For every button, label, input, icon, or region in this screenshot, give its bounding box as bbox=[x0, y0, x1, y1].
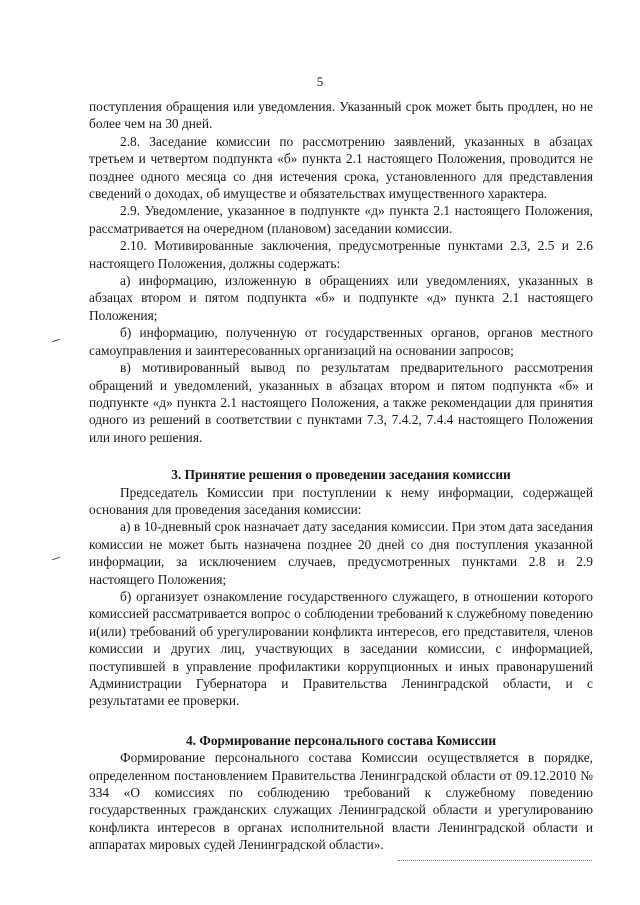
footer-dotted-line bbox=[398, 860, 592, 861]
margin-mark bbox=[52, 557, 60, 560]
section-3-heading: 3. Принятие решения о проведении заседания комиссии bbox=[171, 467, 511, 483]
paragraph-2-10: 2.10. Мотивированные заключения, предусмотренные пунктами 2.3, 2.5 и 2.6 настоящего Положения, должны содержать: bbox=[89, 238, 593, 271]
paragraph-2-10-b: б) информацию, полученную от государственных органов, органов местного самоуправления и заинтересованных организаций на основании запросов; bbox=[89, 325, 593, 358]
paragraph-2-10-v: в) мотивированный вывод по результатам предварительного рассмотрения обращений и уведомлений, указанных в абзацах втором и пятом подпункта «б» и подпункте «д» пункта 2.1 настоящего Положения, а также рекомендации для принятия одного из решений в соответствии с пунктами 7.3, 7.4.2, 7.4.4 настоящего Положения или иного решения. bbox=[89, 360, 593, 445]
section-3-item-a: а) в 10-дневный срок назначает дату заседания комиссии. При этом дата заседания комиссии не может быть назначена позднее 20 дней со дня поступления указанной информации, за исключением случаев, предусмотренных пунктами 2.8 и 2.9 настоящего Положения; bbox=[89, 519, 593, 587]
section-4-heading: 4. Формирование персонального состава Комиссии bbox=[185, 732, 497, 748]
paragraph-2-10-a: а) информацию, изложенную в обращениях или уведомлениях, указанных в абзацах втором и пятом подпункта «б» и подпункте «д» пункта 2.1 настоящего Положения; bbox=[89, 273, 593, 323]
section-3-intro: Председатель Комиссии при поступлении к нему информации, содержащей основания для проведения заседания комиссии: bbox=[89, 484, 593, 517]
document-body bbox=[89, 98, 593, 854]
paragraph-continuation: поступления обращения или уведомления. Указанный срок может быть продлен, но не более чем на 30 дней. bbox=[89, 99, 593, 132]
section-4-paragraph: Формирование персонального состава Комиссии осуществляется в порядке, определенном постановлением Правительства Ленинградской области от 09.12.2010 № 334 «О комиссиях по соблюдению требований к служебному поведению государственных гражданских служащих Ленинградской области и урегулированию конфликта интересов в органах исполнительной власти Ленинградской области и аппаратах мировых судей Ленинградской области». bbox=[89, 750, 593, 853]
margin-mark bbox=[52, 339, 60, 342]
paragraph-2-9: 2.9. Уведомление, указанное в подпункте «д» пункта 2.1 настоящего Положения, рассматривается на очередном (плановом) заседании комиссии. bbox=[89, 203, 593, 236]
paragraph-2-8: 2.8. Заседание комиссии по рассмотрению заявлений, указанных в абзацах третьем и четвертом подпункта «б» пункта 2.1 настоящего Положения, проводится не позднее одного месяца со дня истечения срока, установленного для представления сведений о доходах, об имуществе и обязательствах имущественного характера. bbox=[89, 133, 593, 202]
section-3-item-b: б) организует ознакомление государственного служащего, в отношении которого комиссией рассматривается вопрос о соблюдении требований к служебному поведению и(или) требований об урегулировании конфликта интересов, его представителя, членов комиссии и других лиц, участвующих в заседании комиссии, с информацией, поступившей в управление профилактики коррупционных и иных правонарушений Администрации Губернатора и Правительства Ленинградской области, и с результатами ее проверки. bbox=[89, 588, 593, 709]
page-number: 5 bbox=[316, 74, 324, 89]
